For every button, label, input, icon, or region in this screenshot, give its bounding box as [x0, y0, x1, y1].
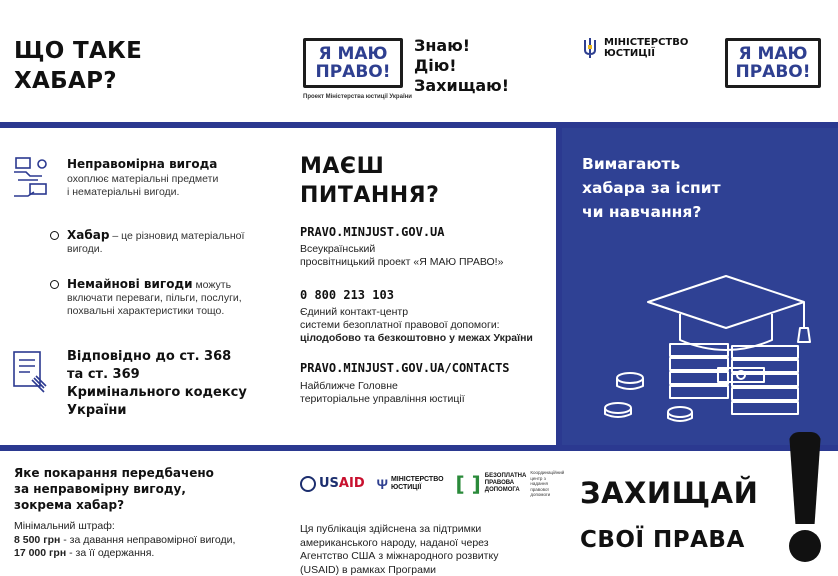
- site-link[interactable]: PRAVO.MINJUST.GOV.UA: [300, 225, 445, 239]
- partner-logos: [300, 470, 564, 498]
- logo-caption: Проект Міністерства юстиції України: [303, 94, 412, 100]
- protect-rights-slogan: ЗАХИЩАЙ СВОЇ ПРАВА: [580, 476, 759, 553]
- legal-aid-logo: [ ] БЕЗОПЛАТНА ПРАВОВА ДОПОМОГА Координаційний центр з надання правової допомоги: [455, 470, 565, 497]
- ministry-logo: МІНІСТЕРСТВО ЮСТИЦІЇ: [582, 37, 688, 59]
- question-heading: МАЄШ ПИТАННЯ?: [300, 154, 440, 208]
- exclamation-dot-icon: [789, 530, 821, 562]
- usaid-seal-icon: [300, 476, 316, 492]
- phone-number[interactable]: 0 800 213 103: [300, 288, 394, 302]
- contacts-description: Найближче Головне територіальне управління юстиції: [300, 380, 465, 405]
- exclamation-icon: [789, 432, 821, 524]
- benefit-title: Неправомірна вигода: [67, 157, 218, 171]
- law-document-icon: [10, 350, 52, 394]
- ministry-small-logo: Ψ МІНІСТЕРСТВО ЮСТИЦІЇ: [376, 475, 444, 492]
- bracket-icon: [ ]: [455, 471, 481, 496]
- page-title: [14, 36, 142, 96]
- graduation-cap-money-icon: [598, 268, 822, 430]
- usaid-logo: USAID: [300, 476, 365, 492]
- title-line-2: ХАБАР?: [14, 68, 117, 94]
- trident-icon: Ψ: [376, 475, 388, 492]
- ya-mayu-pravo-logo: Я МАЮ ПРАВО!: [303, 38, 403, 88]
- phone-description: Єдиний контакт-центр системи безоплатної правової допомоги: цілодобово та безкоштовно у межах України: [300, 306, 533, 344]
- exam-question: Вимагають хабара за іспит чи навчання?: [582, 155, 721, 221]
- hand-money-icon: [12, 156, 54, 202]
- punishment-question: Яке покарання передбачено за неправомірну вигоду, зокрема хабар?: [14, 466, 214, 512]
- slogan: Знаю! Дію! Захищаю!: [414, 36, 510, 95]
- bullet-icon: [50, 231, 59, 240]
- nonmaterial-item: Немайнові вигоди можуть включати переваги, пільги, послуги, похвальні характеристики тощо.: [50, 278, 242, 318]
- bullet-icon: [50, 280, 59, 289]
- publication-note: Ця публікація здійснена за підтримки американського народу, наданої через Агентство США з міжнародного розвитку (USAID) в рамках Програми: [300, 523, 499, 576]
- criminal-code-reference: Відповідно до ст. 368 та ст. 369 Кримінального кодексу України: [67, 349, 247, 418]
- fine-info: Мінімальний штраф: 8 500 грн - за давання неправомірної вигоди, 17 000 грн - за її одержання.: [14, 520, 236, 559]
- ya-mayu-pravo-logo-2: Я МАЮ ПРАВО!: [725, 38, 821, 88]
- site-description: Всеукраїнський просвітницький проект «Я МАЮ ПРАВО!»: [300, 243, 504, 268]
- bribe-item: Хабар – це різновид матеріальної вигоди.: [50, 229, 244, 256]
- title-line-1: ЩО ТАКЕ: [14, 38, 143, 64]
- benefit-description: охоплює матеріальні предмети і нематеріальні вигоди.: [67, 173, 219, 198]
- trident-icon: [582, 37, 598, 59]
- contacts-link[interactable]: PRAVO.MINJUST.GOV.UA/CONTACTS: [300, 361, 510, 375]
